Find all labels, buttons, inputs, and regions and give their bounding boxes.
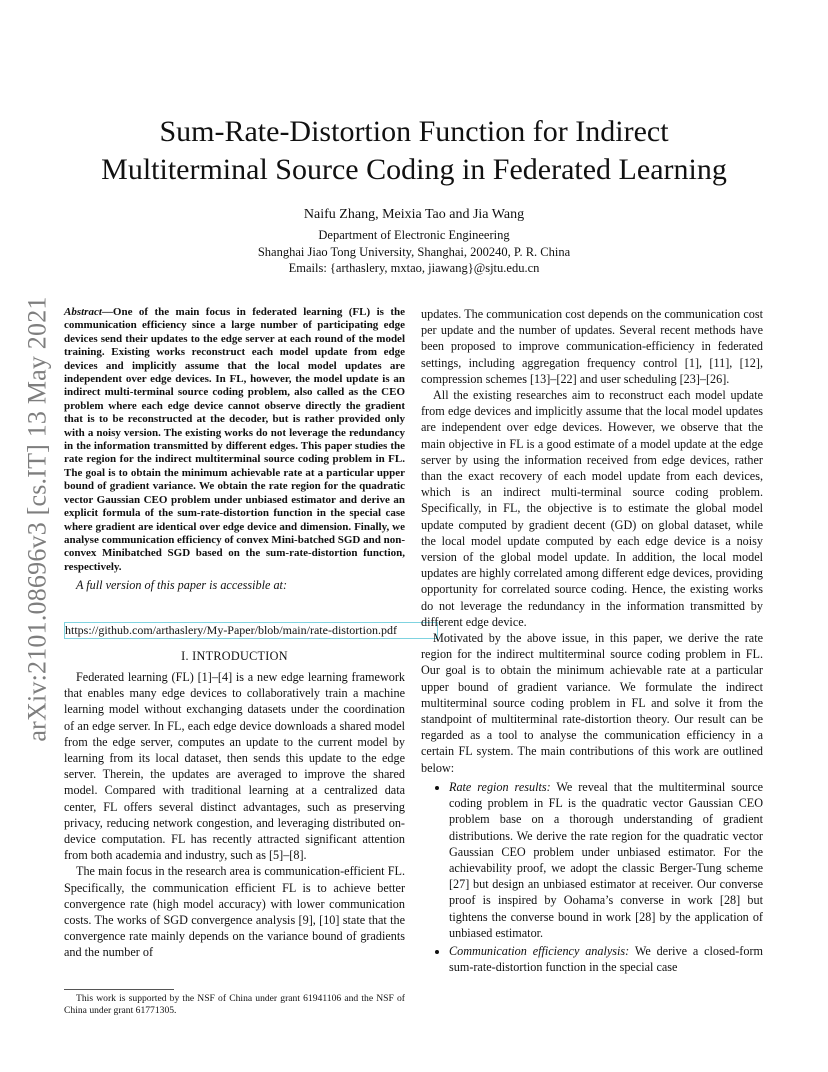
contribution-item xyxy=(449,943,763,975)
intro-paragraph-2: The main focus in the research area is communication-efficient FL. Specifically, the communication efficient FL is to achieve better convergence rate (high model accuracy) with lower communication costs. The works of SGD convergence analysis [9], [10] state that the convergence rate mainly depends on the variance bound of gradients and the number of xyxy=(64,864,405,960)
title-line-1: Sum-Rate-Distortion Function for Indirect xyxy=(159,115,669,148)
full-version-link[interactable]: https://github.com/arthaslery/My-Paper/blob/main/rate-distortion.pdf xyxy=(64,622,438,639)
affiliation-emails: Emails: {arthaslery, mxtao, jiawang}@sjtu.edu.cn xyxy=(288,261,540,275)
contributions-list xyxy=(421,779,763,975)
full-version-note: A full version of this paper is accessible at: xyxy=(76,578,288,593)
right-paragraph-2: All the existing researches aim to reconstruct each model update from edge devices and implicitly assume that the local model updates are independent over edge devices. However, we observe that the main objective in FL is a good estimate of a model update at the edge server by using the information received from edge devices, rather than the exact recovery of each model update from each devices, which is an indirect multi-terminal source coding problem. Specifically, in FL, the objective is to estimate the global model update computed by gradient decent (GD) on global dataset, while the local model update computed by each edge device is a noisy version of the global model update. In addition, the local model updates are highly correlated among different edge devices, providing opportunity for correlated source coding. Hence, the existing works do not leverage the redundancy in the information transmitted by different edge device. xyxy=(421,388,763,629)
right-column xyxy=(421,306,763,977)
paper-title xyxy=(40,113,788,189)
contribution-text: We derive a closed-form sum-rate-distortion function in the special case xyxy=(449,943,763,975)
title-line-2: Multiterminal Source Coding in Federated Learning xyxy=(101,153,727,186)
contribution-lead: Communication efficiency analysis: xyxy=(449,943,630,958)
section-heading-introduction: I. INTRODUCTION xyxy=(181,649,288,663)
abstract-text: —One of the main focus in federated learning (FL) is the communication efficiency since a large number of participating edge devices send their updates to the edge server at each round of the model training. Existing works reconstruct each model update from edge devices and implicitly assume that the local model updates are independent over edge devices. In FL, however, the model update is an indirect multi-terminal source coding problem, also called as the CEO problem where each edge device cannot observe directly the gradient that is to be reconstructed at the decoder, but is rather provided only with a noisy version. The existing works do not leverage the redundancy in the information transmitted by different edges. This paper studies the rate region for the indirect multiterminal source coding problem in FL. The goal is to obtain the minimum achievable rate at a particular upper bound of gradient variance. We obtain the rate region for the quadratic vector Gaussian CEO problem under unbiased estimator and derive an explicit formula of the sum-rate-distortion function in the special case where gradient are identical over edge device and dimension. Finally, we analyse communication efficiency of convex Mini-batched SGD and non-convex Minibatched SGD based on the sum-rate-distortion function, respectively. xyxy=(64,306,405,573)
footnote: This work is supported by the NSF of China under grant 61941106 and the NSF of China under grant 61771305. xyxy=(64,993,405,1017)
affiliation-university: Shanghai Jiao Tong University, Shanghai, 200240, P. R. China xyxy=(257,244,571,259)
footnote-rule xyxy=(64,989,174,990)
affiliation-department: Department of Electronic Engineering xyxy=(318,228,510,242)
right-paragraph-3: Motivated by the above issue, in this paper, we derive the rate region for the indirect multiterminal source coding problem in FL. Our goal is to obtain the minimum achievable rate at a particular upper bound of gradient variance. We formulate the indirect multiterminal source coding problem in FL and solve it from the standpoint of multiterminal rate-distortion theory. Our result can be regarded as a tool to analyse the communication efficiency in a certain FL system. The main contributions of this work are outlined below: xyxy=(421,631,763,775)
abstract-label: Abstract xyxy=(64,306,102,318)
arxiv-stamp-text: arXiv:2101.08696v3 [cs.IT] 13 May 2021 xyxy=(23,295,53,742)
contribution-text: We reveal that the multiterminal source coding problem in FL is the quadratic vector Gaussian CEO problem base on a thorough understanding of gradient distributions. We derive the rate region for the quadratic vector Gaussian CEO problem under unbiased estimator. For the achievability proof, we adopt the classic Berger-Tung scheme [27] but design an unbiased estimator at receiver. Our converse proof is inspired by Oohama’s converse in work [28] but tightens the converse bound in work [28] by the application of unbiased estimator. xyxy=(449,779,764,940)
affiliation xyxy=(100,227,728,277)
contribution-lead: Rate region results: xyxy=(449,779,551,794)
authors: Naifu Zhang, Meixia Tao and Jia Wang xyxy=(303,207,525,222)
introduction-text xyxy=(64,669,405,961)
left-column xyxy=(64,306,405,593)
arxiv-stamp xyxy=(18,265,58,772)
abstract xyxy=(64,306,405,574)
right-paragraph-1: updates. The communication cost depends on the communication cost per update and the number of updates. Several recent methods have been proposed to improve communication-efficiency in federated settings, including aggregation frequency control [1], [11], [12], compression schemes [13]–[22] and user scheduling [23]–[26]. xyxy=(421,307,763,386)
intro-paragraph-1: Federated learning (FL) [1]–[4] is a new edge learning framework that enables many edge devices to collaboratively train a machine learning model without exchanging datasets under the coordination of an edge server. In FL, each edge device downloads a shared model from the edge server, computes an update to the current model by learning from its local dataset, then sends this update to the edge server. Therein, the updates are averaged to improve the shared model. Compared with traditional learning at a centralized data center, FL offers several distinct advantages, such as preserving privacy, reducing network congestion, and leveraging distributed on-device computation. FL has recently attracted significant attention from both academia and industry, such as [5]–[8]. xyxy=(64,670,405,863)
contribution-item xyxy=(449,779,763,941)
